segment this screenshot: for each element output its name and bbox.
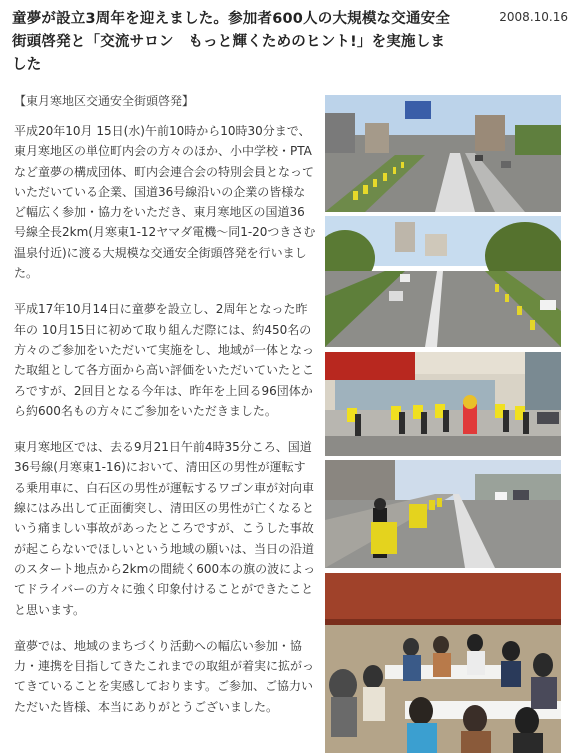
paragraph: 平成17年10月14日に童夢を設立し、2周年となった昨年の 10月15日に初めて取り組んだ際には、約450名の方々のご参加をいただいて実施をし、地域が一体となった取組として各方面から高い評価をいただいていたところですが、2回目となる今年は、昨年を上回る96団体から約600名もの方々にご参加をいただきました。: [14, 302, 315, 418]
flag-wave-photo: [325, 460, 561, 568]
street-group-photo: [325, 352, 561, 456]
road-photo-2: [325, 216, 561, 347]
section-heading: 【東月寒地区交通安全街頭啓発】: [14, 94, 195, 108]
paragraph: 童夢では、地域のまちづくり活動への幅広い参加・協力・連携を目指してきたこれまでの取組が着実に拡がってきていることを実感しております。ご参加、ご協力いただいた皆様、本当にありがとうございました。: [14, 638, 315, 714]
article-date: 2008.10.16: [499, 10, 568, 24]
paragraph: 東月寒地区では、去る9月21日午前4時35分ころ、国道36号線(月寒東1-16)において、清田区の男性が運転する乗用車に、白石区の男性が運転するワゴン車が対向車線にはみ出して正面衝突し、清田区の男性が亡くなるという痛ましい事故があったところですが、こうした事故が起こらないでほしいという地域の願いは、当日の沿道のスタート地点から2kmの間続く600本の旗の波によってドライバーの方々に強く印象付けることができたことと思います。: [14, 440, 316, 617]
road-photo-1: [325, 95, 561, 212]
article-title: 童夢が設立3周年を迎えました。参加者600人の大規模な交通安全街頭啓発と「交流サロン もっと輝くためのヒント!」を実施しました: [12, 11, 451, 73]
article-body: [14, 121, 316, 733]
salon-photo: [325, 573, 561, 753]
paragraph: 平成20年10月 15日(水)午前10時から10時30分まで、東月寒地区の単位町内会の方々のほか、小中学校・PTAなど童夢の構成団体、町内会連合会の特別会員となっていただいている企業、国道36号線沿いの企業の皆様など幅広く参加・協力をいただき、東月寒地区の国道36号線全長2km(月寒東1-12ヤマダ電機〜同1-20つきさむ温泉付近)に渡る大規模な交通安全街頭啓発を行いました。: [14, 124, 316, 281]
